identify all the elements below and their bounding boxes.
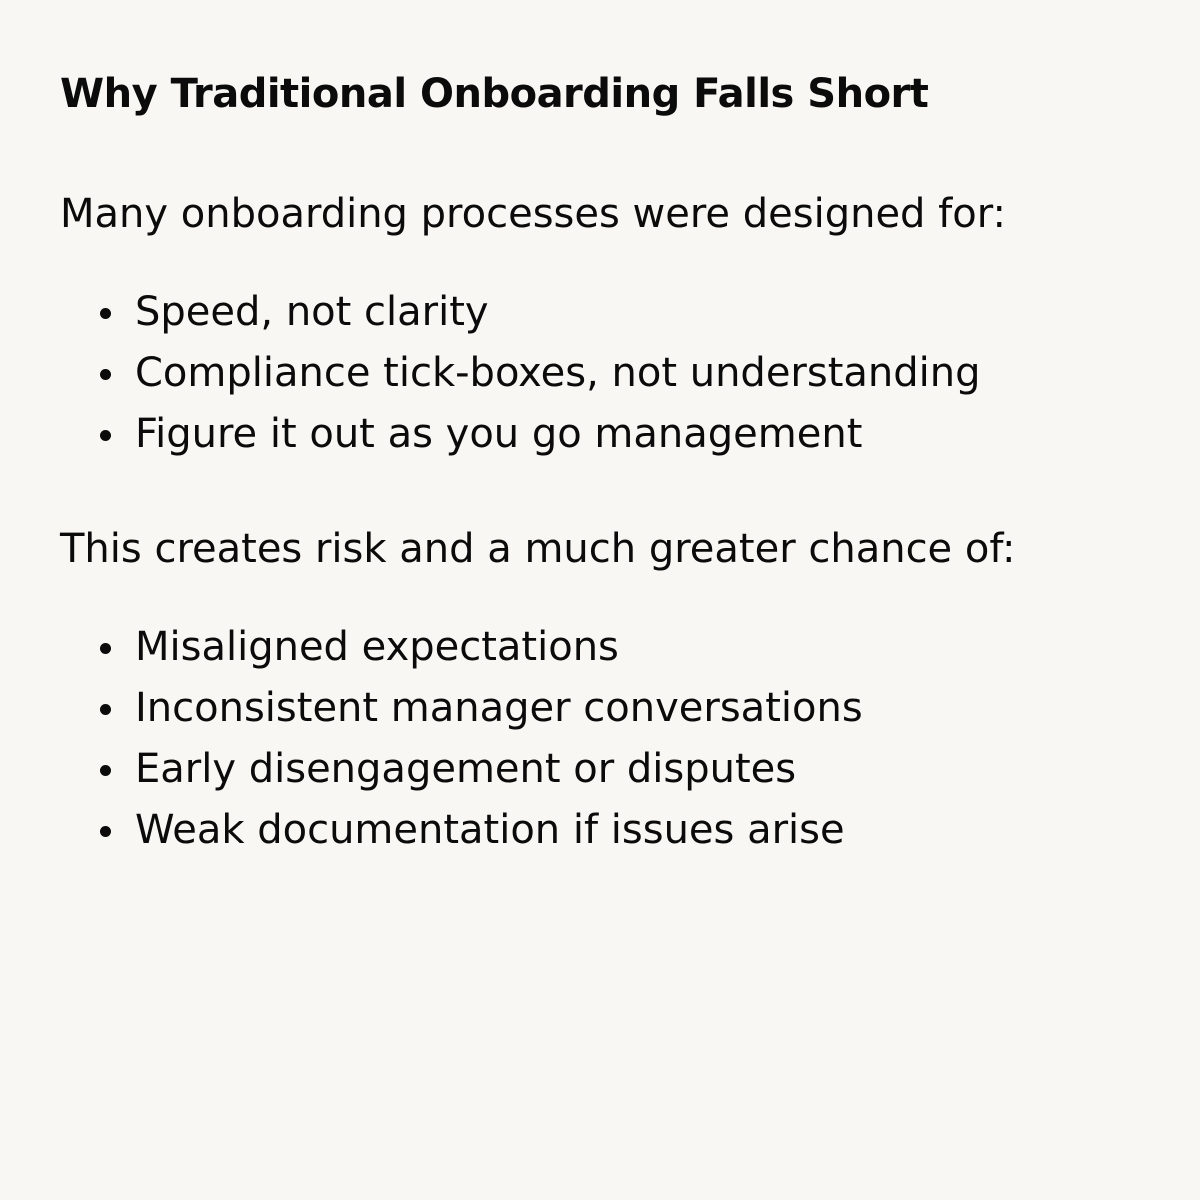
bullet-icon xyxy=(100,369,111,380)
list-item xyxy=(60,800,1140,861)
bullet-icon xyxy=(100,430,111,441)
list-item xyxy=(60,404,1140,465)
list-item-text: Inconsistent manager conversations xyxy=(135,685,863,731)
list-item-text: Early disengagement or disputes xyxy=(135,746,797,792)
bullet-icon xyxy=(100,643,111,654)
list-item-text: Misaligned expectations xyxy=(135,624,619,670)
list-item-text: Weak documentation if issues arise xyxy=(135,807,845,853)
risk-intro-text: This creates risk and a much greater chance of: xyxy=(60,526,1016,572)
list-item-text: Speed, not clarity xyxy=(135,289,489,335)
list-item-text: Figure it out as you go management xyxy=(135,411,863,457)
risks-list xyxy=(60,617,1140,861)
list-item xyxy=(60,678,1140,739)
list-item xyxy=(60,739,1140,800)
list-item xyxy=(60,343,1140,404)
designed-for-list xyxy=(60,282,1140,465)
bullet-icon xyxy=(100,826,111,837)
list-item xyxy=(60,617,1140,678)
bullet-icon xyxy=(100,704,111,715)
list-item xyxy=(60,282,1140,343)
bullet-icon xyxy=(100,308,111,319)
intro-text: Many onboarding processes were designed for: xyxy=(60,191,1006,237)
list-item-text: Compliance tick-boxes, not understanding xyxy=(135,350,981,396)
bullet-icon xyxy=(100,765,111,776)
page-title: Why Traditional Onboarding Falls Short xyxy=(60,71,929,117)
